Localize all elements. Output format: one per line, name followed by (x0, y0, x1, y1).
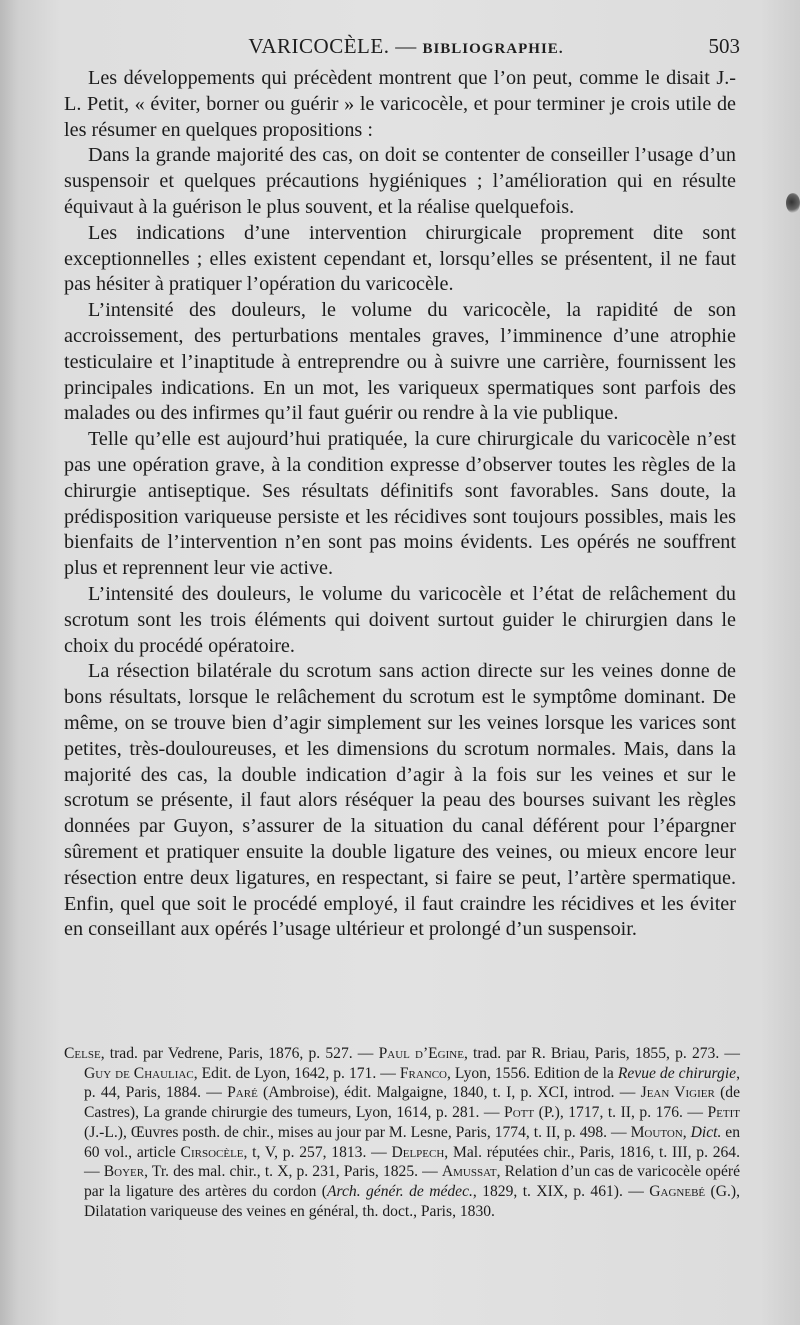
biblio-ref: , 1829, t. XIX, p. 461). — (472, 1182, 650, 1200)
biblio-ref: , trad. par R. Briau, Paris, 1855, p. 273. — (463, 1045, 740, 1062)
biblio-author: Gagnebé (649, 1182, 706, 1200)
biblio-ref: (de Castres), La grande chirurgie des tumeurs, Lyon, 1614, p. 281. — (84, 1084, 740, 1122)
paragraph: Dans la grande majorité des cas, on doit se contenter de conseiller l’usage d’un suspensoir et quelques précautions hygiéniques ; l’amélioration qui en résulte équivaut à la guérison le plus souvent, et la réalise quelquefois. (64, 144, 736, 218)
biblio-author: Pott (504, 1104, 535, 1122)
biblio-author: Boyer (103, 1163, 145, 1181)
biblio-author: Paul d’Egine (378, 1045, 464, 1062)
paragraph: Les développements qui précèdent montrent que l’on peut, comme le disait J.-L. Petit, « éviter, borner ou guérir » le varicocèle, et pour terminer je crois utile de les résumer en quelques propositions : (64, 67, 736, 141)
main-text (64, 66, 736, 943)
biblio-author: Mouton (630, 1123, 683, 1141)
page-number: 503 (708, 34, 740, 58)
biblio-ref: (Ambroise), édit. Malgaigne, 1840, t. I, p. XCI, introd. — (257, 1084, 641, 1102)
biblio-journal: Revue de chirurgie (617, 1064, 737, 1082)
biblio-author: Jean Vigier (640, 1084, 715, 1102)
biblio-ref: , (682, 1123, 691, 1141)
bibliography (64, 1044, 740, 1221)
biblio-ref: , Edit. de Lyon, 1642, p. 171. — (193, 1064, 400, 1082)
biblio-author: Paré (227, 1084, 258, 1102)
biblio-author: Franco (399, 1064, 448, 1082)
biblio-author: Petit (707, 1104, 741, 1122)
biblio-ref: , t, V, p. 257, 1813. — (243, 1143, 392, 1161)
biblio-ref: , Mal. réputées chir., Paris, 1816, t. III, p. 264. — (84, 1143, 741, 1181)
header-title (72, 34, 740, 59)
biblio-ref: , p. 44, Paris, 1884. — (84, 1064, 741, 1102)
biblio-ref: , Relation d’un cas de varicocèle opéré par la ligature des artères du cordon ( (84, 1163, 740, 1200)
biblio-author: Celse (64, 1045, 101, 1062)
paragraph: L’intensité des douleurs, le volume du varicocèle, la rapidité de son accroissement, des perturbations mentales graves, l’imminence d’une atrophie testiculaire et l’inaptitude à entreprendre ou à suivre une carrière, fournissent les principales indications. En un mot, les variqueux spermatiques sont parfois des malades ou des infirmes qu’il faut guérir ou rendre à la vie publique. (64, 299, 736, 425)
header-dash: — (389, 34, 423, 58)
biblio-ref: (P.), 1717, t. II, p. 176. — (534, 1104, 708, 1122)
paragraph: Les indications d’une intervention chirurgicale proprement dite sont exceptionnelles ; elles existent cependant et, lorsqu’elles se présentent, il ne faut pas hésiter à pratiquer l’opération du varicocèle. (64, 221, 736, 296)
biblio-ref: , Tr. des mal. chir., t. X, p. 231, Paris, 1825. — (144, 1163, 442, 1181)
paragraph: Telle qu’elle est aujourd’hui pratiquée, la cure chirurgicale du varicocèle n’est pas une opération grave, à la condition expresse d’observer toutes les règles de la chirurgie antiseptique. Ses résultats définitifs sont favorables. Sans doute, la prédisposition variqueuse persiste et les récidives sont toujours possibles, mais les bienfaits de l’intervention n’en sont pas moins évidents. Les opérés ne souffrent plus et reprennent leur vie active. (64, 428, 736, 580)
ink-blot (786, 193, 800, 213)
biblio-ref: , Lyon, 1556. Edition de la (447, 1064, 618, 1082)
biblio-author: Delpech (391, 1143, 445, 1161)
biblio-author: Amussat (441, 1163, 497, 1181)
biblio-ref: en 60 vol., article (84, 1123, 741, 1161)
section-subtitle: BIBLIOGRAPHIE. (422, 41, 564, 57)
bibliography-text (64, 1044, 740, 1221)
biblio-ref: (J.-L.), Œuvres posth. de chir., mises au jour par M. Lesne, Paris, 1774, t. II, p. 498. — (84, 1123, 631, 1141)
running-header (72, 28, 740, 68)
chapter-title: VARICOCÈLE. (248, 34, 390, 58)
biblio-author: Guy de Chauliac (84, 1064, 194, 1082)
paragraph: La résection bilatérale du scrotum sans action directe sur les veines donne de bons résultats, lorsque le relâchement du scrotum est le symptôme dominant. De même, on se trouve bien d’agir simplement sur les veines lorsque les varices sont petites, très-douloureuses, et les dimensions du scrotum normales. Mais, dans la majorité des cas, la double indication d’agir à la fois sur les veines et sur le scrotum se présente, il faut alors réséquer la peau des bourses suivant les règles données par Guyon, s’assurer de la situation du canal déférent pour l’épargner sûrement et pratiquer ensuite la double ligature des veines, ou mieux encore leur résection entre deux ligatures, en respectant, si faire se peut, l’artère spermatique. Enfin, quel que soit le procédé employé, il faut craindre les récidives et les éviter en conseillant aux opérés l’usage ultérieur et prolongé d’un suspensoir. (64, 660, 736, 941)
biblio-ref: (G.), Dilatation variqueuse des veines en général, th. doct., Paris, 1830. (84, 1182, 740, 1220)
biblio-ref: , trad. par Vedrene, Paris, 1876, p. 527. — (100, 1045, 379, 1062)
biblio-journal: Arch. génér. de médec. (326, 1182, 473, 1200)
biblio-journal: Dict. (690, 1123, 722, 1141)
paragraph: L’intensité des douleurs, le volume du varicocèle et l’état de relâchement du scrotum sont les trois éléments qui doivent surtout guider le chirurgien dans le choix du procédé opératoire. (64, 582, 736, 657)
biblio-author: Cirsocèle (180, 1143, 244, 1161)
